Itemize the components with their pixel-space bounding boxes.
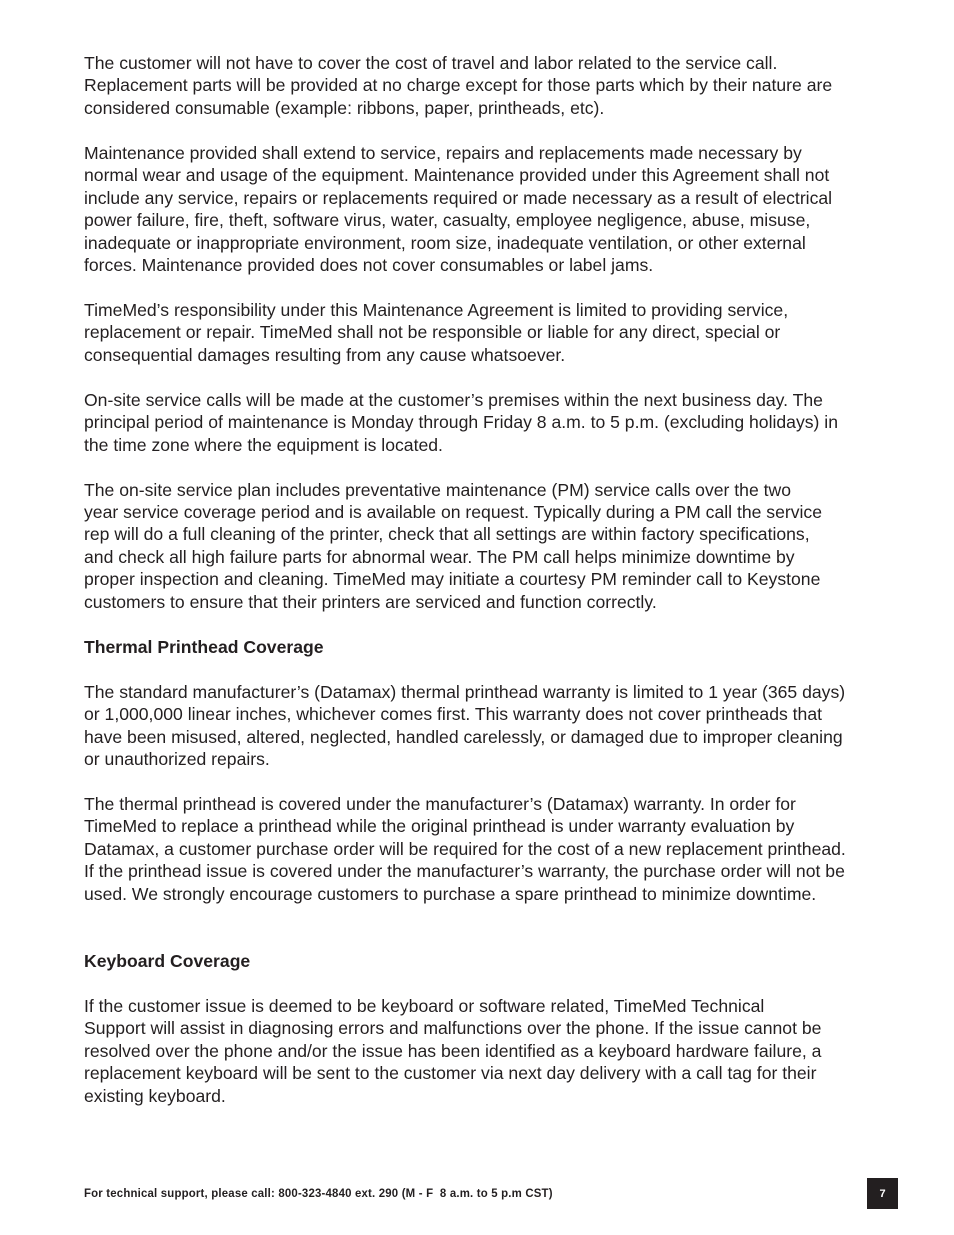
text-line: have been misused, altered, neglected, handled carelessly, or damaged due to improper cleaning	[84, 726, 843, 747]
text-line: The standard manufacturer’s (Datamax) thermal printhead warranty is limited to 1 year (365 days)	[84, 681, 846, 702]
text-line: On-site service calls will be made at the customer’s premises within the next business day. The	[84, 389, 823, 410]
paragraph	[84, 479, 914, 614]
text-line: the time zone where the equipment is located.	[84, 434, 443, 455]
text-line: The customer will not have to cover the cost of travel and labor related to the service call.	[84, 53, 778, 73]
text-line: considered consumable (example: ribbons, paper, printheads, etc).	[84, 97, 605, 118]
text-line: The on-site service plan includes preventative maintenance (PM) service calls over the two	[84, 479, 792, 500]
text-line: include any service, repairs or replacements required or made necessary as a result of electrical	[84, 187, 833, 208]
section-heading: Keyboard Coverage	[84, 951, 251, 971]
text-line: normal wear and usage of the equipment. Maintenance provided under this Agreement shall not	[84, 165, 830, 186]
text-line: and check all high failure parts for abnormal wear. The PM call helps minimize downtime by	[84, 546, 795, 567]
document-body	[84, 52, 914, 1130]
paragraph	[84, 142, 914, 277]
text-line: replacement keyboard will be sent to the customer via next day delivery with a call tag for their	[84, 1063, 817, 1084]
text-line: Support will assist in diagnosing errors and malfunctions over the phone. If the issue cannot be	[84, 1018, 822, 1039]
paragraph	[84, 299, 914, 366]
text-line: Replacement parts will be provided at no charge except for those parts which by their nature are	[84, 75, 833, 96]
paragraph	[84, 995, 914, 1107]
paragraph	[84, 681, 914, 771]
text-line: or unauthorized repairs.	[84, 748, 270, 769]
text-line: existing keyboard.	[84, 1085, 226, 1106]
text-line: power failure, fire, theft, software virus, water, casualty, employee negligence, abuse, misuse,	[84, 210, 811, 231]
text-line: or 1,000,000 linear inches, whichever comes first. This warranty does not cover printheads that	[84, 704, 823, 725]
text-line: If the printhead issue is covered under the manufacturer’s warranty, the purchase order will not be	[84, 861, 845, 882]
text-line: Maintenance provided shall extend to service, repairs and replacements made necessary by	[84, 142, 802, 163]
text-line: inadequate or inappropriate environment, room size, inadequate ventilation, or other external	[84, 232, 806, 253]
text-line: used. We strongly encourage customers to purchase a spare printhead to minimize downtime.	[84, 883, 817, 904]
text-line: customers to ensure that their printers are serviced and function correctly.	[84, 591, 657, 612]
text-line: resolved over the phone and/or the issue has been identified as a keyboard hardware failure, a	[84, 1040, 822, 1061]
paragraph	[84, 52, 914, 119]
text-line: Datamax, a customer purchase order will be required for the cost of a new replacement printhead.	[84, 838, 846, 859]
paragraph	[84, 793, 914, 905]
text-line: principal period of maintenance is Monday through Friday 8 a.m. to 5 p.m. (excluding holidays) in	[84, 412, 838, 433]
footer-support-text: For technical support, please call: 800-323-4840 ext. 290 (M - F 8 a.m. to 5 p.m CST)	[84, 1186, 553, 1200]
text-line: consequential damages resulting from any cause whatsoever.	[84, 344, 566, 365]
text-line: If the customer issue is deemed to be keyboard or software related, TimeMed Technical	[84, 995, 765, 1016]
text-line: replacement or repair. TimeMed shall not be responsible or liable for any direct, special or	[84, 322, 781, 343]
text-line: TimeMed’s responsibility under this Maintenance Agreement is limited to providing service,	[84, 299, 789, 320]
page-number: 7	[867, 1178, 898, 1209]
text-line: rep will do a full cleaning of the printer, check that all settings are within factory specifications,	[84, 524, 810, 545]
text-line: forces. Maintenance provided does not cover consumables or label jams.	[84, 255, 654, 276]
section-heading: Thermal Printhead Coverage	[84, 636, 324, 657]
text-line: TimeMed to replace a printhead while the original printhead is under warranty evaluation by	[84, 816, 795, 837]
paragraph	[84, 389, 914, 456]
text-line: proper inspection and cleaning. TimeMed may initiate a courtesy PM reminder call to Keystone	[84, 569, 821, 590]
text-line: year service coverage period and is available on request. Typically during a PM call the service	[84, 502, 823, 522]
text-line: The thermal printhead is covered under the manufacturer’s (Datamax) warranty. In order for	[84, 793, 796, 814]
